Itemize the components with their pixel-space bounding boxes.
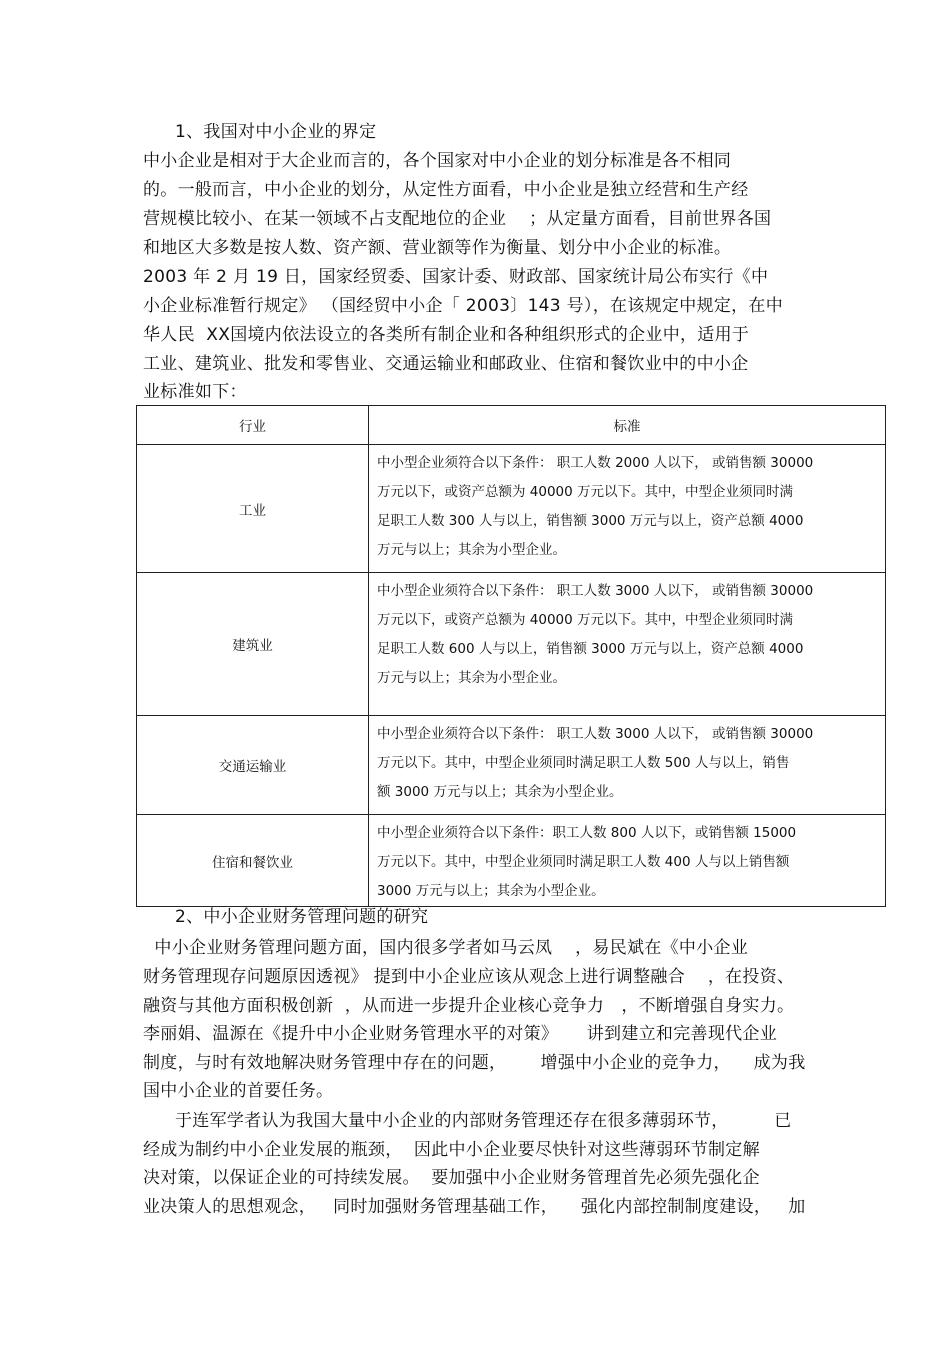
section-2-line: 中小企业财务管理问题方面，国内很多学者如马云凤 ，易民斌在《中小企业 (143, 938, 749, 958)
standard-cell (369, 716, 886, 815)
standard-line: 中小型企业须符合以下条件： 职工人数 3000 人以下， 或销售额 30000 (377, 726, 814, 742)
standard-cell (369, 815, 886, 907)
section-1-line: 工业、建筑业、批发和零售业、交通运输业和邮政业、住宿和餐饮业中的中小企 (143, 354, 749, 374)
table-row (137, 716, 886, 815)
section-2-heading: 2、中小企业财务管理问题的研究 (175, 907, 429, 927)
standard-line: 万元与以上；其余为小型企业。 (377, 542, 566, 558)
column-header-industry: 行业 (137, 406, 369, 445)
standard-cell (369, 445, 886, 573)
section-1-line: 业标准如下： (143, 382, 247, 402)
standard-cell (369, 573, 886, 716)
column-header-standard: 标准 (369, 406, 886, 445)
table-row (137, 445, 886, 573)
section-3-line: 于连军学者认为我国大量中小企业的内部财务管理还存在很多薄弱环节， 已 (175, 1111, 792, 1131)
section-2-line: 制度，与时有效地解决财务管理中存在的问题， 增强中小企业的竞争力， 成为我 (143, 1053, 806, 1073)
section-3-line: 业决策人的思想观念， 同时加强财务管理基础工作， 强化内部控制制度建设， 加 (143, 1197, 806, 1217)
section-3-line: 决对策，以保证企业的可持续发展。 要加强中小企业财务管理首先必须先强化企 (143, 1168, 760, 1188)
table-header-row (137, 406, 886, 445)
section-2-line: 李丽娟、温源在《提升中小企业财务管理水平的对策》 讲到建立和完善现代企业 (143, 1024, 778, 1044)
standard-line: 万元以下。其中，中型企业须同时满足职工人数 500 人与以上，销售 (377, 755, 790, 771)
standard-line: 中小型企业须符合以下条件： 职工人数 3000 人以下， 或销售额 30000 (377, 583, 814, 599)
standard-line: 足职工人数 300 人与以上，销售额 3000 万元与以上，资产总额 4000 (377, 513, 804, 529)
section-1-line: 和地区大多数是按人数、资产额、营业额等作为衡量、划分中小企业的标准。 (143, 238, 732, 258)
standard-line: 额 3000 万元与以上；其余为小型企业。 (377, 784, 623, 800)
section-2-line: 融资与其他方面积极创新 ，从而进一步提升企业核心竞争力 ，不断增强自身实力。 (143, 996, 795, 1016)
standard-line: 中小型企业须符合以下条件：职工人数 800 人以下，或销售额 15000 (377, 825, 797, 841)
standard-line: 3000 万元与以上；其余为小型企业。 (377, 883, 605, 899)
standard-line: 万元以下，或资产总额为 40000 万元以下。其中，中型企业须同时满 (377, 612, 794, 628)
section-1-line: 2003 年 2 月 19 日，国家经贸委、国家计委、财政部、国家统计局公布实行《中 (143, 267, 769, 287)
industry-cell: 工业 (137, 445, 369, 573)
section-1-line: 的。一般而言，中小企业的划分，从定性方面看，中小企业是独立经营和生产经 (143, 180, 749, 200)
standard-line: 万元以下。其中，中型企业须同时满足职工人数 400 人与以上销售额 (377, 854, 790, 870)
section-2-line: 国中小企业的首要任务。 (143, 1081, 334, 1101)
section-1-line: 小企业标准暂行规定》 （国经贸中小企「 2003〕143 号），在该规定中规定，在中 (143, 296, 784, 316)
standard-line: 万元与以上；其余为小型企业。 (377, 670, 566, 686)
standard-line: 万元以下，或资产总额为 40000 万元以下。其中，中型企业须同时满 (377, 484, 794, 500)
sme-standards-table (136, 405, 886, 907)
standard-line: 足职工人数 600 人与以上，销售额 3000 万元与以上，资产总额 4000 (377, 641, 804, 657)
table-row (137, 573, 886, 716)
industry-cell: 建筑业 (137, 573, 369, 716)
section-3-line: 经成为制约中小企业发展的瓶颈， 因此中小企业要尽快针对这些薄弱环节制定解 (143, 1140, 760, 1160)
section-1-line: 营规模比较小、在某一领域不占支配地位的企业 ；从定量方面看，目前世界各国 (143, 209, 772, 229)
section-1-heading: 1、我国对中小企业的界定 (175, 122, 377, 142)
section-2-line: 财务管理现存问题原因透视》 提到中小企业应该从观念上进行调整融合 ，在投资、 (143, 967, 795, 987)
industry-cell: 交通运输业 (137, 716, 369, 815)
standard-line: 中小型企业须符合以下条件： 职工人数 2000 人以下， 或销售额 30000 (377, 455, 814, 471)
section-1-line: 华人民 XX国境内依法设立的各类所有制企业和各种组织形式的企业中，适用于 (143, 325, 750, 345)
table-row (137, 815, 886, 907)
industry-cell: 住宿和餐饮业 (137, 815, 369, 907)
section-1-line: 中小企业是相对于大企业而言的，各个国家对中小企业的划分标准是各不相同 (143, 151, 732, 171)
